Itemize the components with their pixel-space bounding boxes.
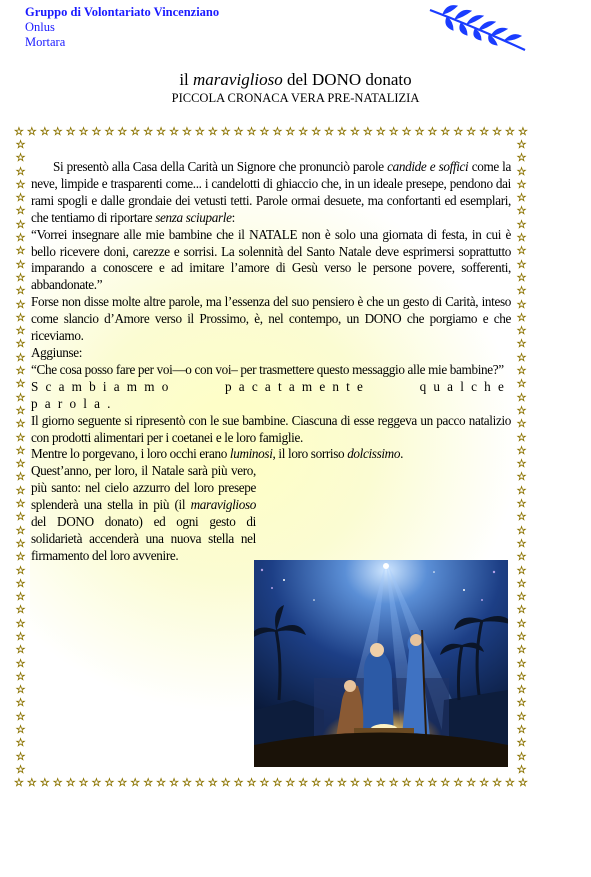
paragraph-1: [31, 159, 511, 227]
star-icon: ☆: [516, 311, 527, 324]
star-icon: ☆: [26, 126, 37, 138]
p8-text-c: .: [400, 446, 404, 462]
star-icon: ☆: [401, 126, 412, 138]
star-icon: ☆: [130, 126, 141, 138]
star-icon: ☆: [233, 777, 244, 789]
p9-text-b: del DONO donato) ed ogni gesto di solidarietà accenderà una nuova stella nel firmamento del loro avvenire.: [31, 514, 256, 563]
star-icon: ☆: [466, 777, 477, 789]
p1-text-c: :: [231, 209, 235, 225]
org-city: Mortara: [25, 35, 66, 49]
star-icon: ☆: [479, 777, 490, 789]
star-icon: ☆: [516, 591, 527, 604]
title-part1: il: [179, 70, 194, 89]
star-icon: ☆: [516, 630, 527, 643]
star-icon: ☆: [324, 777, 334, 789]
star-icon: ☆: [169, 126, 179, 138]
star-icon: ☆: [375, 777, 386, 789]
title-part2: del DONO donato: [282, 70, 412, 89]
star-icon: ☆: [14, 777, 24, 789]
star-icon: ☆: [91, 126, 102, 138]
star-icon: ☆: [516, 351, 527, 364]
star-icon: ☆: [15, 471, 26, 484]
star-icon: ☆: [259, 126, 270, 138]
star-icon: ☆: [246, 126, 257, 138]
star-icon: ☆: [26, 777, 37, 789]
star-icon: ☆: [143, 777, 154, 789]
star-icon: ☆: [516, 551, 527, 564]
star-icon: ☆: [272, 777, 283, 789]
paragraph-4: Aggiunse:: [31, 344, 83, 360]
star-icon: ☆: [388, 777, 399, 789]
star-icon: ☆: [349, 126, 360, 138]
star-icon: ☆: [15, 444, 26, 457]
star-icon: ☆: [104, 777, 115, 789]
star-icon: ☆: [156, 126, 167, 138]
star-icon: ☆: [516, 670, 527, 683]
star-icon: ☆: [15, 710, 26, 723]
star-icon: ☆: [15, 431, 26, 444]
star-icon: ☆: [15, 644, 26, 657]
star-icon: ☆: [516, 391, 527, 404]
org-name: Gruppo di Volontariato Vincenziano: [25, 5, 220, 19]
star-icon: ☆: [220, 777, 231, 789]
star-icon: ☆: [15, 684, 26, 697]
p1-text-b: come la neve, limpide e trasparenti come... i candelotti di ghiaccio che, in un ideale presepe, pendono dai rami spogli e dalle grondaie dei vetusti tetti. Parole ormai desuete, ma confortanti ed esemplari, che tentiamo di riportare: [31, 159, 512, 225]
star-icon: ☆: [516, 152, 527, 165]
star-icon: ☆: [15, 311, 26, 324]
star-icon: ☆: [427, 126, 438, 138]
star-icon: ☆: [516, 564, 527, 577]
title-italic: maraviglioso: [193, 70, 283, 89]
star-icon: ☆: [15, 551, 26, 564]
p1-italic-1: candide e soffici: [387, 159, 469, 174]
star-icon: ☆: [15, 205, 26, 218]
star-icon: ☆: [117, 777, 128, 789]
star-icon: ☆: [15, 351, 26, 364]
p8-text-b: , il loro sorriso: [272, 446, 348, 462]
star-icon: ☆: [15, 604, 26, 617]
star-icon: ☆: [388, 126, 399, 138]
star-icon: ☆: [466, 126, 477, 138]
star-icon: ☆: [15, 365, 26, 378]
star-icon: ☆: [15, 258, 26, 271]
star-icon: ☆: [516, 378, 527, 391]
star-icon: ☆: [440, 777, 451, 789]
star-icon: ☆: [15, 378, 26, 391]
star-icon: ☆: [516, 577, 527, 590]
blue-laurel-branch-icon: [425, 2, 530, 54]
nativity-scene-image: [254, 560, 508, 767]
star-icon: ☆: [15, 178, 26, 191]
star-icon: ☆: [39, 777, 50, 789]
star-icon: ☆: [362, 777, 373, 789]
p1-italic-2: senza sciuparle: [155, 209, 232, 225]
star-icon: ☆: [516, 258, 527, 271]
star-icon: ☆: [181, 126, 192, 138]
star-icon: ☆: [104, 126, 115, 138]
star-icon: ☆: [427, 777, 438, 789]
p9-text-a: Quest’anno, per loro, il Natale sarà più vero, più santo: nel cielo azzurro del loro presepe splenderà una stella in più (il: [31, 463, 256, 513]
star-icon: ☆: [194, 777, 205, 789]
star-icon: ☆: [516, 484, 527, 497]
star-icon: ☆: [516, 404, 527, 417]
star-icon: ☆: [91, 777, 102, 789]
star-icon: ☆: [453, 126, 464, 138]
star-icon: ☆: [516, 232, 527, 245]
star-icon: ☆: [516, 444, 527, 457]
page-subtitle: PICCOLA CRONACA VERA PRE-NATALIZIA: [171, 91, 420, 105]
star-icon: ☆: [516, 192, 527, 205]
star-icon: ☆: [15, 418, 26, 431]
star-icon: ☆: [516, 178, 527, 191]
star-icon: ☆: [15, 591, 26, 604]
star-icon: ☆: [401, 777, 412, 789]
star-icon: ☆: [516, 471, 527, 484]
star-icon: ☆: [259, 777, 270, 789]
star-icon: ☆: [15, 630, 26, 643]
paragraph-8: [31, 446, 511, 463]
star-icon: ☆: [298, 126, 309, 138]
star-icon: ☆: [516, 617, 527, 630]
star-icon: ☆: [15, 737, 26, 750]
star-icon: ☆: [516, 418, 527, 431]
star-icon: ☆: [156, 777, 167, 789]
p8-italic-1: luminosi: [229, 446, 273, 462]
star-icon: ☆: [15, 245, 26, 258]
paragraph-9: [31, 463, 256, 564]
star-icon: ☆: [181, 777, 192, 789]
star-icon: ☆: [15, 763, 26, 776]
star-icon: ☆: [285, 777, 296, 789]
star-icon: ☆: [15, 232, 26, 245]
star-icon: ☆: [15, 404, 26, 417]
star-border-right: [515, 139, 528, 777]
star-icon: ☆: [516, 697, 527, 710]
star-icon: ☆: [492, 126, 502, 138]
page-title: [0, 70, 591, 90]
star-icon: ☆: [15, 697, 26, 710]
star-icon: ☆: [516, 524, 527, 537]
org-header: [25, 5, 219, 50]
star-icon: ☆: [516, 298, 527, 311]
star-icon: ☆: [15, 657, 26, 670]
star-icon: ☆: [285, 126, 296, 138]
star-icon: ☆: [233, 126, 244, 138]
star-icon: ☆: [337, 126, 347, 138]
star-icon: ☆: [516, 338, 527, 351]
star-icon: ☆: [516, 604, 527, 617]
star-icon: ☆: [15, 139, 26, 151]
star-icon: ☆: [78, 126, 89, 138]
star-icon: ☆: [516, 165, 527, 178]
star-icon: ☆: [516, 657, 527, 670]
star-icon: ☆: [516, 431, 527, 444]
star-icon: ☆: [15, 338, 26, 351]
star-icon: ☆: [78, 777, 89, 789]
star-icon: ☆: [272, 126, 283, 138]
star-icon: ☆: [362, 126, 373, 138]
star-icon: ☆: [516, 498, 527, 511]
star-icon: ☆: [15, 670, 26, 683]
star-icon: ☆: [15, 564, 26, 577]
star-icon: ☆: [15, 458, 26, 471]
star-icon: ☆: [15, 577, 26, 590]
star-icon: ☆: [207, 126, 218, 138]
star-icon: ☆: [15, 724, 26, 737]
star-icon: ☆: [194, 126, 205, 138]
star-icon: ☆: [15, 617, 26, 630]
star-icon: ☆: [517, 126, 528, 138]
star-icon: ☆: [15, 391, 26, 404]
star-icon: ☆: [15, 285, 26, 298]
star-border-left: [14, 139, 27, 777]
star-icon: ☆: [516, 684, 527, 697]
star-icon: ☆: [337, 777, 347, 789]
star-icon: ☆: [15, 152, 26, 165]
star-icon: ☆: [516, 537, 527, 550]
star-icon: ☆: [52, 126, 63, 138]
org-type: Onlus: [25, 20, 55, 34]
star-icon: ☆: [14, 126, 24, 138]
star-icon: ☆: [516, 365, 527, 378]
star-icon: ☆: [15, 271, 26, 284]
star-icon: ☆: [15, 511, 26, 524]
star-icon: ☆: [516, 218, 527, 231]
star-icon: ☆: [440, 126, 451, 138]
star-icon: ☆: [130, 777, 141, 789]
star-icon: ☆: [220, 126, 231, 138]
star-icon: ☆: [246, 777, 257, 789]
article-body: [31, 159, 511, 565]
star-icon: ☆: [15, 192, 26, 205]
paragraph-3: Forse non disse molte altre parole, ma l’essenza del suo pensiero è che un gesto di Carità, inteso come slancio d’Amore verso il Prossimo, è, nel contempo, un DONO che porgiamo e che riceviamo.: [31, 294, 511, 344]
star-icon: ☆: [516, 710, 527, 723]
star-icon: ☆: [15, 498, 26, 511]
p1-text-a: Si presentò alla Casa della Carità un Signore che pronunciò parole: [53, 159, 388, 174]
star-icon: ☆: [65, 126, 76, 138]
star-icon: ☆: [516, 271, 527, 284]
star-icon: ☆: [516, 750, 527, 763]
star-icon: ☆: [505, 777, 515, 789]
star-icon: ☆: [15, 165, 26, 178]
star-icon: ☆: [516, 245, 527, 258]
star-icon: ☆: [479, 126, 490, 138]
star-icon: ☆: [117, 126, 128, 138]
star-icon: ☆: [517, 777, 528, 789]
star-icon: ☆: [15, 750, 26, 763]
star-icon: ☆: [414, 777, 425, 789]
star-icon: ☆: [516, 325, 527, 338]
star-icon: ☆: [39, 126, 50, 138]
star-icon: ☆: [516, 644, 527, 657]
star-icon: ☆: [516, 139, 527, 151]
paragraph-2: “Vorrei insegnare alle mie bambine che il NATALE non è solo una giornata di festa, in cui è bello ricevere doni, carezze e sorrisi. La solennità del Santo Natale deve esprimersi soprattutto imparando a conoscere e ad imitare l’amore di Gesù verso le persone povere, sofferenti, abbandonate.”: [31, 226, 511, 293]
star-icon: ☆: [505, 126, 515, 138]
star-icon: ☆: [492, 777, 502, 789]
star-icon: ☆: [52, 777, 63, 789]
star-icon: ☆: [349, 777, 360, 789]
star-icon: ☆: [15, 537, 26, 550]
star-icon: ☆: [516, 724, 527, 737]
star-icon: ☆: [324, 126, 334, 138]
star-icon: ☆: [65, 777, 76, 789]
star-icon: ☆: [414, 126, 425, 138]
star-icon: ☆: [169, 777, 179, 789]
p8-text-a: Mentre lo porgevano, i loro occhi erano: [31, 446, 230, 462]
star-icon: ☆: [311, 777, 322, 789]
star-icon: ☆: [375, 126, 386, 138]
star-icon: ☆: [516, 737, 527, 750]
star-icon: ☆: [516, 205, 527, 218]
p8-italic-2: dolcissimo: [347, 446, 401, 462]
star-icon: ☆: [516, 511, 527, 524]
star-border-bottom: [14, 777, 528, 790]
star-icon: ☆: [15, 218, 26, 231]
paragraph-5: “Che cosa posso fare per voi—o con voi– per trasmettere questo messaggio alle mie bambine?”: [31, 361, 504, 377]
star-icon: ☆: [311, 126, 322, 138]
star-icon: ☆: [516, 285, 527, 298]
star-icon: ☆: [143, 126, 154, 138]
p9-italic: maraviglioso: [190, 497, 256, 513]
star-icon: ☆: [15, 484, 26, 497]
star-icon: ☆: [298, 777, 309, 789]
star-icon: ☆: [15, 524, 26, 537]
star-icon: ☆: [207, 777, 218, 789]
star-icon: ☆: [453, 777, 464, 789]
star-icon: ☆: [516, 458, 527, 471]
star-border-top: [14, 126, 528, 139]
paragraph-6: Scambiammo pacatamente qualche parola.: [31, 378, 511, 411]
star-icon: ☆: [15, 325, 26, 338]
star-icon: ☆: [15, 298, 26, 311]
paragraph-7: Il giorno seguente si ripresentò con le sue bambine. Ciascuna di esse reggeva un pacco natalizio con prodotti alimentari per i coetanei e le loro famiglie.: [31, 412, 511, 445]
star-icon: ☆: [516, 763, 527, 776]
